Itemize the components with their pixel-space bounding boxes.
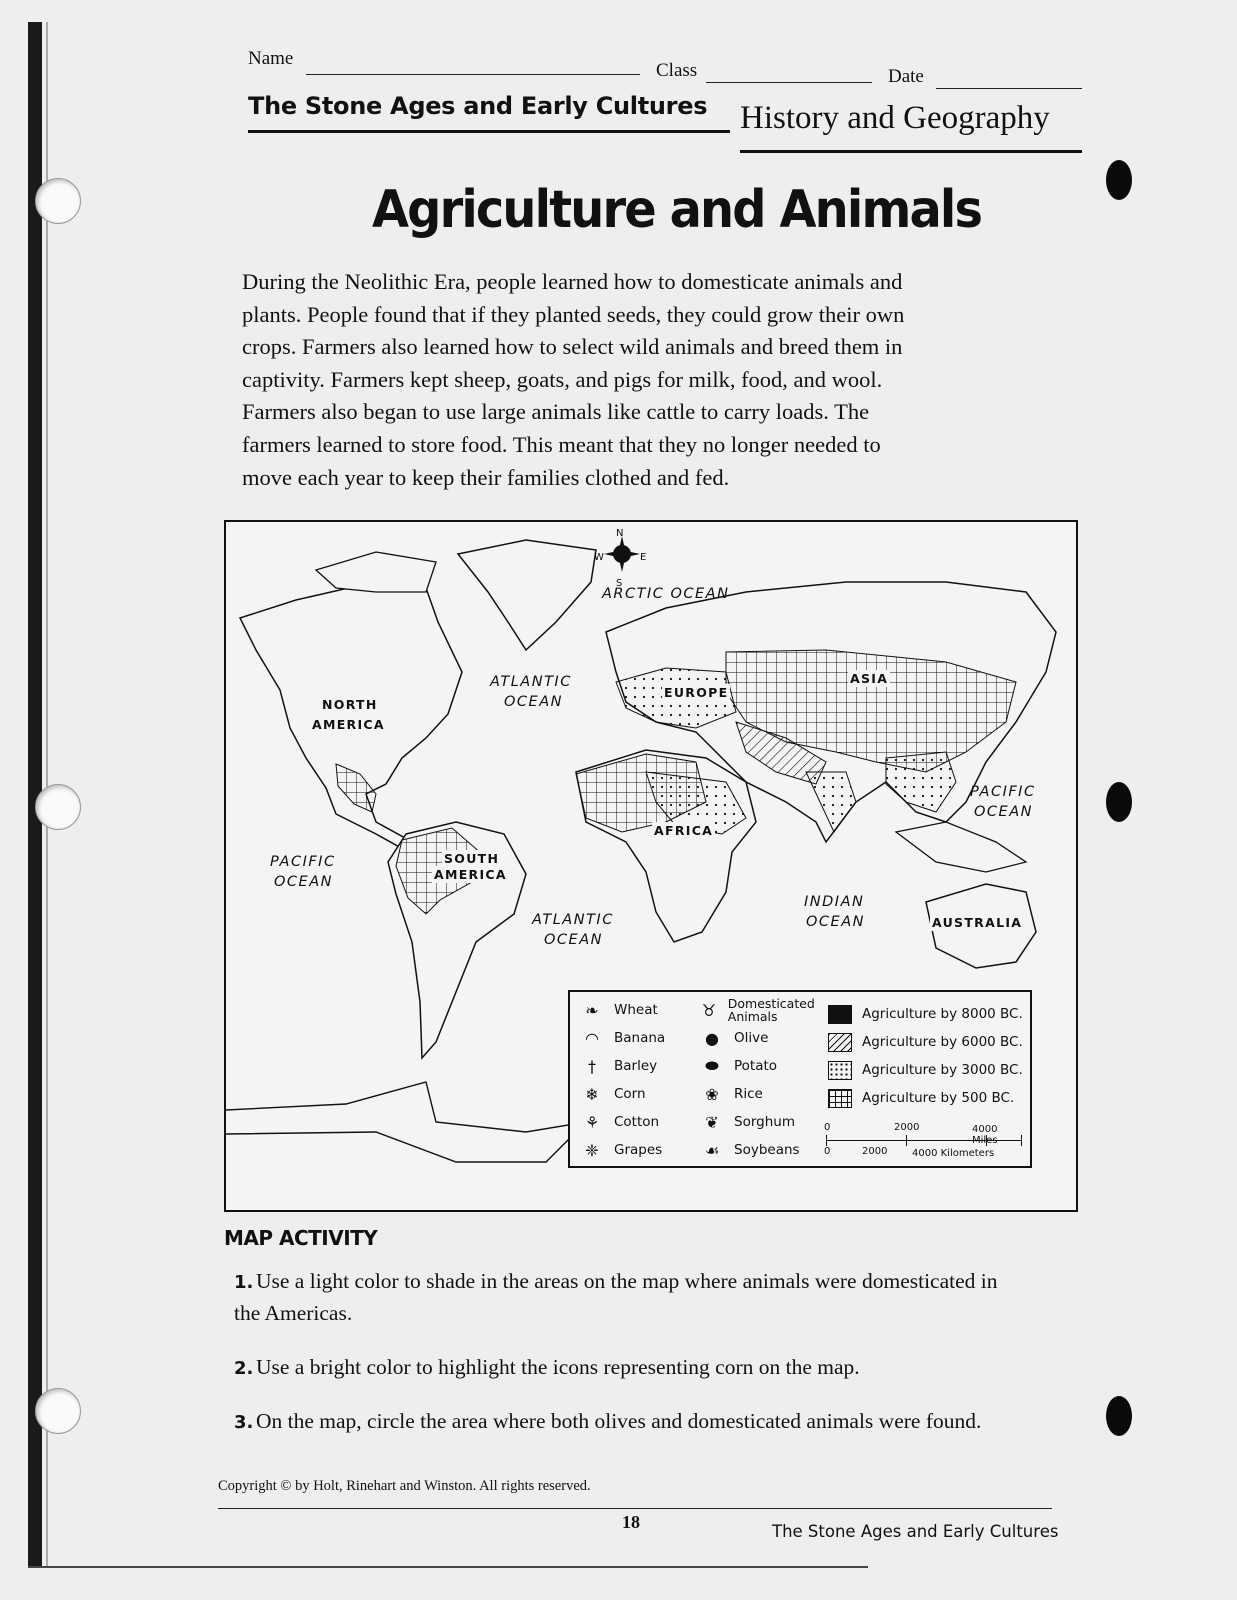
legend-period-hatch [828, 1028, 1028, 1056]
punch-hole [35, 178, 81, 224]
map-legend [568, 990, 1032, 1168]
se-asia-islands [896, 822, 1026, 872]
pacific-west-label-1: PACIFIC [270, 854, 336, 870]
punch-hole [35, 1388, 81, 1434]
legend-label: Rice [734, 1086, 763, 1102]
atlantic-south-label-1: ATLANTIC [532, 912, 614, 928]
legend-item-sorghum [700, 1108, 832, 1136]
greenland [458, 540, 596, 650]
soybeans-icon: ☙ [704, 1140, 720, 1160]
animal-icon: ♉ [701, 1000, 717, 1020]
legend-item-banana [580, 1024, 702, 1052]
legend-period-solid [828, 1000, 1028, 1028]
page-number: 18 [622, 1512, 640, 1532]
atlantic-north-label-1: ATLANTIC [490, 674, 572, 690]
legend-label: Olive [734, 1030, 769, 1046]
legend-label: Soybeans [734, 1142, 800, 1158]
question-number: 1. [234, 1272, 254, 1293]
question-2 [234, 1352, 1014, 1384]
question-3 [234, 1406, 1014, 1438]
footer-rule [218, 1508, 1052, 1509]
arctic-islands [316, 552, 436, 592]
legend-item-rice [700, 1080, 832, 1108]
banana-icon: ◠ [585, 1028, 599, 1048]
indian-ocean-label-1: INDIAN [804, 894, 865, 910]
sorghum-icon: ❦ [705, 1112, 719, 1132]
legend-item-cotton [580, 1108, 702, 1136]
compass-e: E [640, 552, 648, 563]
scale-miles-end: 4000 Miles [972, 1124, 998, 1146]
legend-item-grapes [580, 1136, 702, 1164]
class-label: Class [656, 60, 698, 81]
compass-n: N [616, 528, 625, 539]
north-america-label-2: AMERICA [312, 717, 385, 732]
arctic-ocean-label: ARCTIC OCEAN [602, 586, 730, 602]
date-field[interactable] [936, 88, 1082, 89]
legend-item-domesticated-animals [700, 996, 832, 1024]
unit-title: The Stone Ages and Early Cultures [248, 92, 708, 120]
grid-swatch-icon [828, 1089, 852, 1108]
hatch-swatch-icon [828, 1033, 852, 1052]
question-1 [234, 1266, 1014, 1328]
question-text: Use a bright color to highlight the icons representing corn on the map. [256, 1355, 860, 1379]
pacific-east-label-1: PACIFIC [970, 784, 1036, 800]
name-label: Name [248, 48, 294, 69]
rice-icon: ❀ [705, 1084, 719, 1104]
legend-period-dots [828, 1056, 1028, 1084]
scale-km-end: 4000 Kilometers [912, 1148, 995, 1159]
legend-label: Grapes [614, 1142, 663, 1158]
legend-item-potato [700, 1052, 832, 1080]
scale-bar [826, 1122, 1026, 1162]
punch-hole-back [1106, 1396, 1132, 1436]
question-number: 2. [234, 1358, 254, 1379]
scale-km-mid: 2000 [862, 1146, 888, 1157]
scale-miles-zero: 0 [824, 1122, 831, 1133]
page-title: Agriculture and Animals [372, 180, 982, 240]
legend-label: Potato [734, 1058, 778, 1074]
legend-label: Agriculture by 3000 BC. [862, 1062, 1023, 1078]
punch-hole-back [1106, 160, 1132, 200]
question-text: On the map, circle the area where both olives and domesticated animals were found. [256, 1409, 982, 1433]
scan-edge [28, 1566, 868, 1568]
legend-item-corn [580, 1080, 702, 1108]
legend-label: Cotton [614, 1114, 660, 1130]
legend-label: Barley [614, 1058, 658, 1074]
scale-miles-mid: 2000 [894, 1122, 920, 1133]
north-america-label-1: NORTH [322, 697, 378, 712]
world-map [224, 520, 1078, 1212]
header-rule [740, 150, 1082, 153]
header-rule [248, 130, 730, 133]
legend-item-soybeans [700, 1136, 832, 1164]
legend-label: Agriculture by 6000 BC. [862, 1034, 1023, 1050]
wheat-icon: ❧ [585, 1000, 599, 1020]
date-label: Date [888, 66, 924, 87]
punch-hole [35, 784, 81, 830]
atlantic-south-label-2: OCEAN [544, 932, 603, 948]
legend-label: Banana [614, 1030, 666, 1046]
legend-item-olive [700, 1024, 832, 1052]
pacific-west-label-2: OCEAN [274, 874, 333, 890]
dots-swatch-icon [828, 1061, 852, 1080]
punch-hole-back [1106, 782, 1132, 822]
scale-tick [826, 1135, 827, 1146]
cotton-icon: ⚘ [584, 1112, 600, 1132]
barley-icon: † [588, 1056, 596, 1076]
compass-w: W [594, 552, 606, 563]
legend-period-grid [828, 1084, 1028, 1112]
indian-ocean-label-2: OCEAN [806, 914, 865, 930]
south-america-label-1: SOUTH [444, 851, 500, 866]
legend-label: Sorghum [734, 1114, 795, 1130]
solid-swatch-icon [828, 1005, 852, 1024]
potato-icon: ⬬ [705, 1056, 719, 1075]
legend-item-wheat [580, 996, 702, 1024]
corn-icon: ❄ [585, 1084, 599, 1104]
legend-label: Corn [614, 1086, 646, 1102]
legend-column-crops-2 [700, 996, 832, 1164]
australia-label: AUSTRALIA [932, 915, 1023, 930]
section-title: History and Geography [740, 100, 1050, 136]
pacific-east-label-2: OCEAN [974, 804, 1033, 820]
antarctica [226, 1082, 586, 1162]
intro-paragraph: During the Neolithic Era, people learned how to domesticate animals and plants. People found that if they planted seeds, they could grow their own crops. Farmers also learned how to select wild animals and breed them in captivity. Farmers kept sheep, goats, and pigs for milk, food, and wool. Farmers also began to use large animals like cattle to carry loads. The farmers learned to store food. This meant that they no longer needed to move each year to keep their families clothed and fed. [242, 269, 905, 490]
grapes-icon: ❈ [585, 1140, 599, 1160]
copyright: Copyright © by Holt, Rinehart and Winston. All rights reserved. [218, 1478, 591, 1494]
class-field[interactable] [706, 82, 872, 83]
map-activity-title: MAP ACTIVITY [224, 1226, 378, 1250]
question-number: 3. [234, 1412, 254, 1433]
asia-label: ASIA [850, 671, 889, 686]
name-field[interactable] [306, 74, 640, 75]
compass-s: S [616, 578, 624, 589]
olive-icon: ● [705, 1028, 719, 1048]
legend-column-crops-1 [580, 996, 702, 1164]
legend-label: Agriculture by 8000 BC. [862, 1006, 1023, 1022]
legend-label: Wheat [614, 1002, 658, 1018]
atlantic-north-label-2: OCEAN [504, 694, 563, 710]
legend-label: Domesticated Animals [727, 996, 815, 1024]
scale-km-zero: 0 [824, 1146, 831, 1157]
scale-tick [906, 1135, 907, 1146]
south-america-label-2: AMERICA [434, 867, 507, 882]
legend-item-barley [580, 1052, 702, 1080]
legend-column-periods [828, 1000, 1028, 1112]
europe-label: EUROPE [664, 685, 729, 700]
africa-label: AFRICA [654, 823, 714, 838]
legend-label: Agriculture by 500 BC. [862, 1090, 1015, 1106]
footer-title: The Stone Ages and Early Cultures [772, 1522, 1059, 1541]
question-text: Use a light color to shade in the areas on the map where animals were domesticated in the Americas. [234, 1269, 998, 1325]
